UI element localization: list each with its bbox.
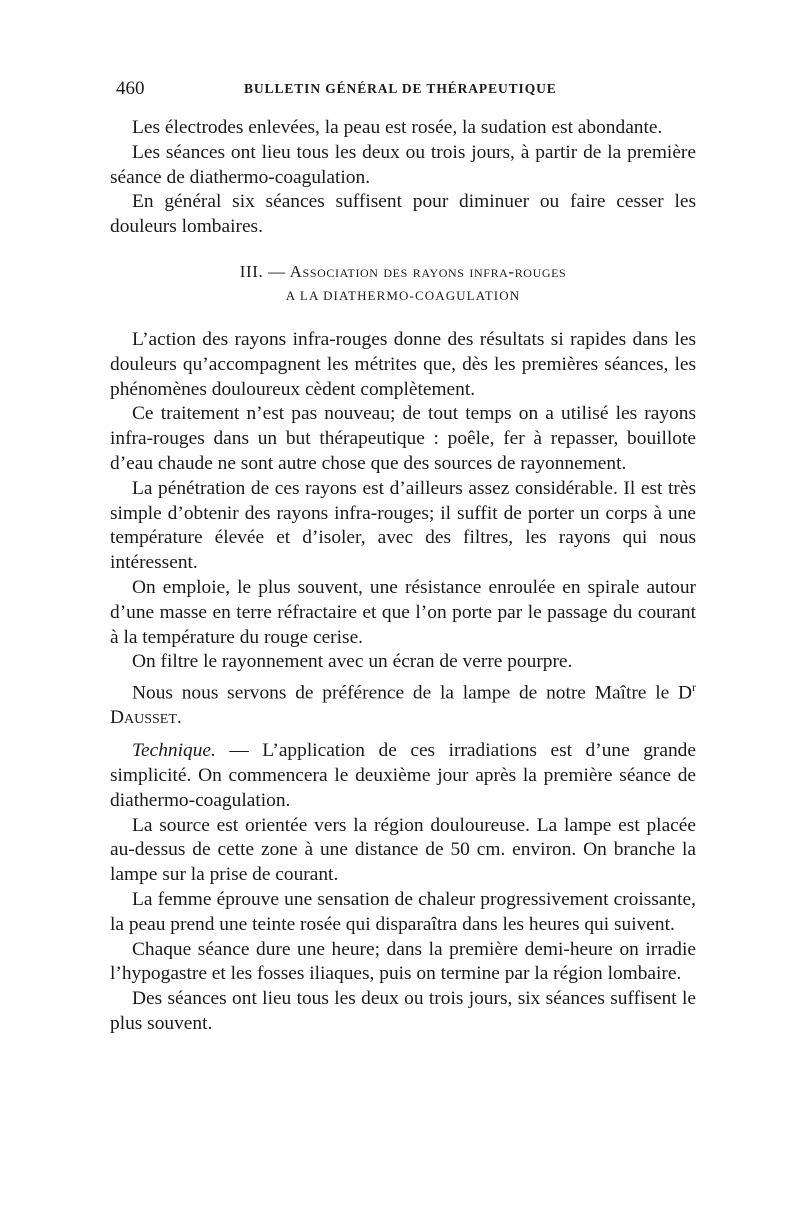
technique-text: — L’application de ces irradiations est d’une grande simplicité. On commencera le deuxième jour après la première séance de diathermo-coagulation. bbox=[110, 740, 696, 811]
paragraph: L’action des rayons infra-rouges donne des résultats si rapides dans les douleurs qu’accompagnent les métrites que, dès les premières séances, les phénomènes douloureux cèdent complètement. bbox=[110, 328, 696, 400]
paragraph: La source est orientée vers la région douloureuse. La lampe est placée au-dessus de cette zone à une distance de 50 cm. environ. On branche la lampe sur la prise de courant. bbox=[110, 814, 696, 886]
paragraph: La pénétration de ces rayons est d’ailleurs assez considérable. Il est très simple d’obtenir des rayons infra-rouges; il suffit de porter un corps à une température élevée et d’isoler, avec des filtres, les rayons qui nous intéressent. bbox=[110, 477, 696, 574]
page-header bbox=[116, 78, 696, 100]
page-body bbox=[110, 116, 696, 1037]
paragraph: En général six séances suffisent pour diminuer ou faire cesser les douleurs lombaires. bbox=[110, 191, 696, 238]
paragraph: Des séances ont lieu tous les deux ou trois jours, six séances suffisent le plus souvent. bbox=[110, 988, 696, 1034]
paragraph: Les séances ont lieu tous les deux ou trois jours, à partir de la première séance de diathermo-coagulation. bbox=[110, 141, 696, 188]
running-title: BULLETIN GÉNÉRAL DE THÉRAPEUTIQUE bbox=[244, 81, 557, 96]
section-heading bbox=[110, 260, 696, 308]
paragraph-dausset bbox=[110, 675, 696, 731]
page-number: 460 bbox=[116, 78, 145, 99]
paragraph-technique bbox=[110, 739, 696, 813]
section-title-line-2: A LA DIATHERMO-COAGULATION bbox=[285, 287, 521, 303]
dausset-end: . bbox=[176, 707, 182, 729]
paragraph: On filtre le rayonnement avec un écran de verre pourpre. bbox=[132, 651, 573, 673]
doctor-superscript: r bbox=[692, 680, 696, 695]
section-title-line-1: III. — Association des rayons infra-rouges bbox=[239, 261, 567, 281]
paragraph: La femme éprouve une sensation de chaleur progressivement croissante, la peau prend une teinte rosée qui disparaîtra dans les heures qui suivent. bbox=[110, 888, 696, 935]
paragraph: Les électrodes enlevées, la peau est rosée, la sudation est abondante. bbox=[132, 117, 663, 138]
paragraph: On emploie, le plus souvent, une résistance enroulée en spirale autour d’une masse en terre réfractaire et que l’on porte par le passage du courant à la température du rouge cerise. bbox=[110, 576, 696, 648]
dausset-text: Nous nous servons de préférence de la lampe de notre Maître le D bbox=[132, 682, 692, 704]
author-name: Dausset bbox=[110, 707, 177, 729]
technique-label: Technique. bbox=[132, 740, 216, 762]
paragraph: Ce traitement n’est pas nouveau; de tout temps on a utilisé les rayons infra-rouges dans un but thérapeutique : poêle, fer à repasser, bouillote d’eau chaude ne sont autre chose que des sources de rayonnement. bbox=[110, 403, 696, 474]
paragraph: Chaque séance dure une heure; dans la première demi-heure on irradie l’hypogastre et les fosses iliaques, puis on termine par la région lombaire. bbox=[110, 938, 696, 985]
